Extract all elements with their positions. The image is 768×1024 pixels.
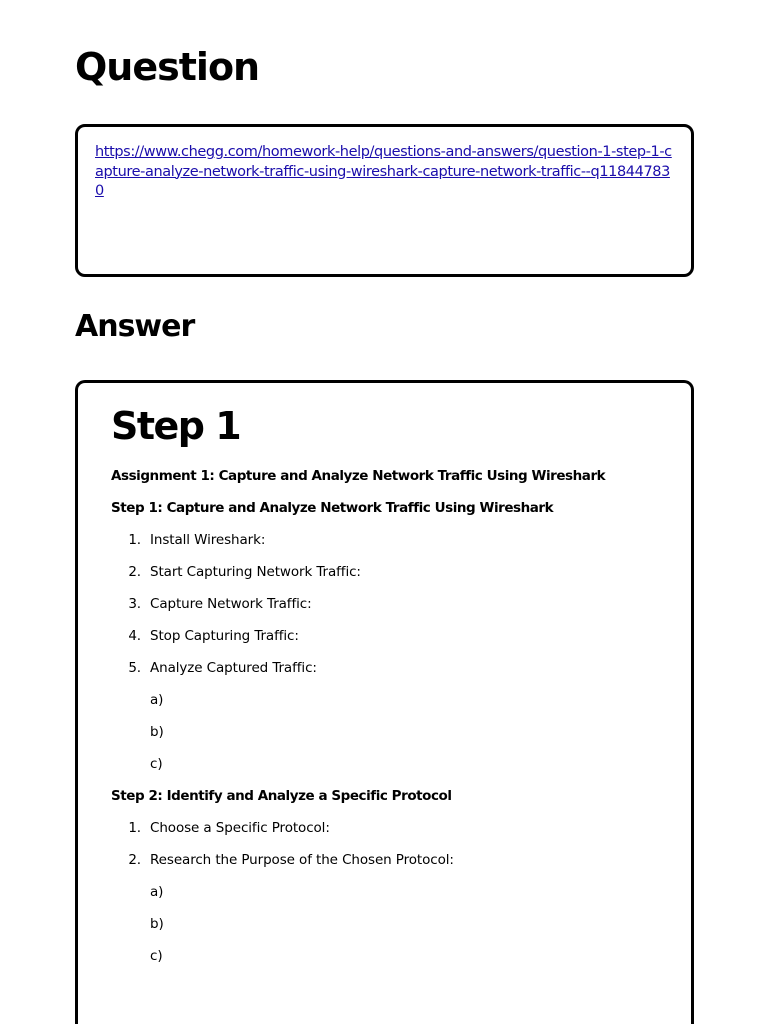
sub-item: a) bbox=[150, 884, 164, 900]
list-item-number: 2. bbox=[128, 852, 141, 868]
list-item-number: 1. bbox=[128, 532, 141, 548]
list-item-text: Stop Capturing Traffic: bbox=[150, 628, 299, 644]
list-item-text: Research the Purpose of the Chosen Protocol: bbox=[150, 852, 454, 868]
assignment-title: Assignment 1: Capture and Analyze Network Traffic Using Wireshark bbox=[111, 468, 606, 484]
list-item-text: Choose a Specific Protocol: bbox=[150, 820, 330, 836]
list-item-text: Start Capturing Network Traffic: bbox=[150, 564, 361, 580]
question-box bbox=[75, 124, 694, 277]
question-heading: Question bbox=[75, 45, 260, 89]
step1-title: Step 1: Capture and Analyze Network Traffic Using Wireshark bbox=[111, 500, 554, 516]
list-item-number: 4. bbox=[128, 628, 141, 644]
list-item-text: Analyze Captured Traffic: bbox=[150, 660, 317, 676]
list-item-number: 5. bbox=[128, 660, 141, 676]
answer-heading: Answer bbox=[75, 309, 195, 344]
answer-box bbox=[75, 380, 694, 1024]
list-item-text: Capture Network Traffic: bbox=[150, 596, 312, 612]
list-item-text: Install Wireshark: bbox=[150, 532, 266, 548]
question-link[interactable]: https://www.chegg.com/homework-help/questions-and-answers/question-1-step-1-capture-analyze-network-traffic-using-wireshark-capture-network-traffic--q118447830 bbox=[95, 144, 672, 199]
sub-item: c) bbox=[150, 948, 163, 964]
list-item-number: 3. bbox=[128, 596, 141, 612]
sub-item: b) bbox=[150, 724, 164, 740]
sub-item: c) bbox=[150, 756, 163, 772]
list-item-number: 2. bbox=[128, 564, 141, 580]
list-item-number: 1. bbox=[128, 820, 141, 836]
sub-item: a) bbox=[150, 692, 164, 708]
sub-item: b) bbox=[150, 916, 164, 932]
step2-title: Step 2: Identify and Analyze a Specific Protocol bbox=[111, 788, 452, 804]
step-title: Step 1 bbox=[111, 404, 241, 448]
